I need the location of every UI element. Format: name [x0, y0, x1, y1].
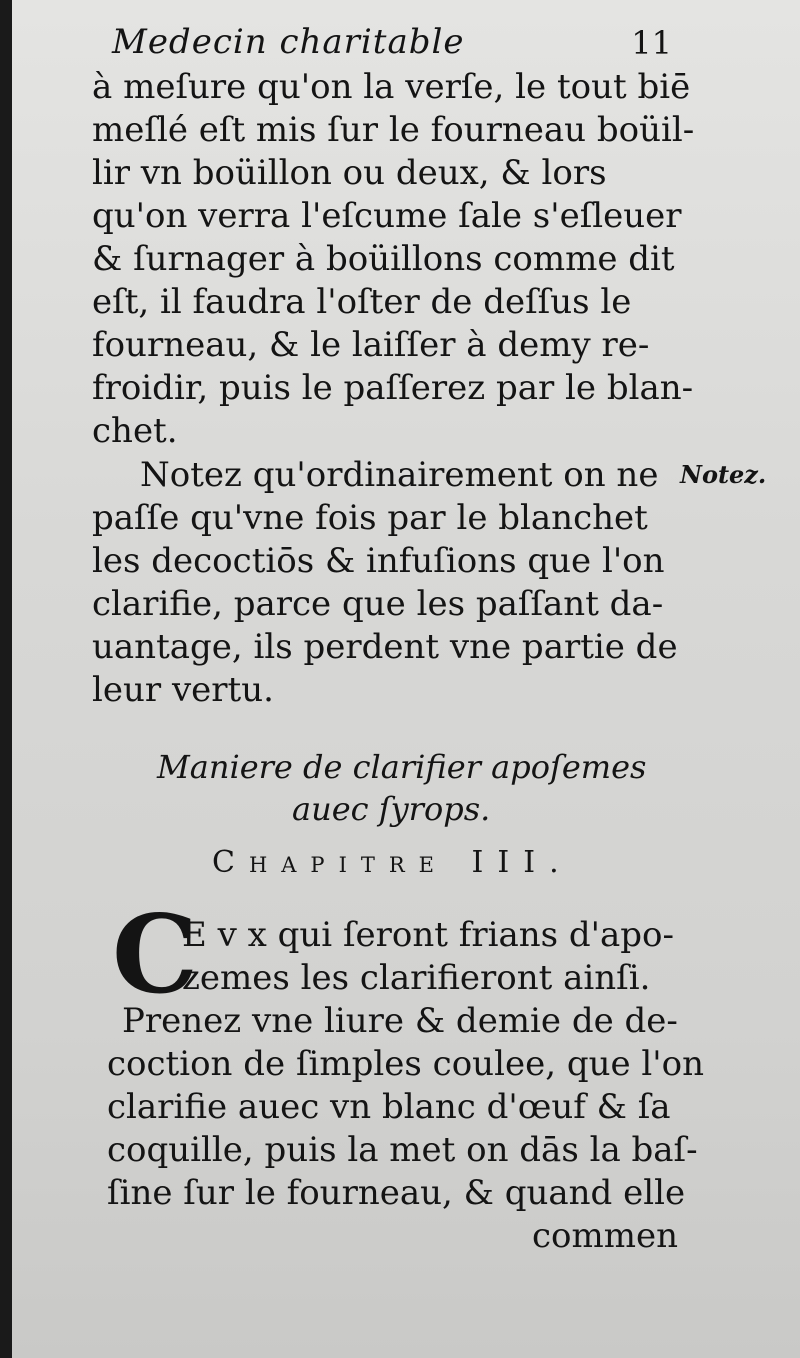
- text-line: & ſurnager à boüillons comme dit: [92, 239, 675, 279]
- text-line: E v x qui ſeront frians d'apo-: [182, 915, 675, 955]
- text-line: Notez qu'ordinairement on ne: [140, 455, 659, 495]
- text-line: zemes les clarifieront ainſi.: [182, 958, 651, 998]
- running-title: Medecin charitable: [112, 22, 465, 62]
- text-line: à meſure qu'on la verſe, le tout biē: [92, 67, 691, 107]
- text-line: qu'on verra l'eſcume ſale s'eſleuer: [92, 196, 682, 236]
- section-subheading: Maniere de clarifier apoſemes: [157, 748, 647, 786]
- text-line: ſine ſur le fourneau, & quand elle: [107, 1173, 686, 1213]
- text-line: meſlé eſt mis ſur le fourneau boüil-: [92, 110, 695, 150]
- text-line: uantage, ils perdent vne partie de: [92, 627, 678, 667]
- text-line: chet.: [92, 411, 178, 451]
- chapter-title: Chapitre III.: [212, 845, 573, 880]
- text-line: coquille, puis la met on dās la baſ-: [107, 1130, 698, 1170]
- catchword: commen: [532, 1216, 679, 1256]
- text-line: Prenez vne liure & demie de de-: [122, 1001, 678, 1041]
- text-line: eſt, il faudra l'oſter de deſſus le: [92, 282, 632, 322]
- drop-cap: C: [112, 892, 198, 1018]
- text-line: coction de ſimples coulee, que l'on: [107, 1044, 704, 1084]
- book-page: [12, 0, 800, 1358]
- text-line: clarifie, parce que les paſſant da-: [92, 584, 664, 624]
- text-line: froidir, puis le paſſerez par le blan-: [92, 368, 694, 408]
- text-line: lir vn boüillon ou deux, & lors: [92, 153, 607, 193]
- text-line: clarifie auec vn blanc d'œuf & ſa: [107, 1087, 671, 1127]
- margin-note: Notez.: [680, 460, 767, 489]
- page-header: [112, 22, 672, 72]
- section-subheading: auec ſyrops.: [292, 790, 491, 828]
- text-line: leur vertu.: [92, 670, 274, 710]
- text-line: fourneau, & le laiſſer à demy re-: [92, 325, 650, 365]
- text-line: paſſe qu'vne fois par le blanchet: [92, 498, 648, 538]
- text-line: les decoctiōs & infuſions que l'on: [92, 541, 665, 581]
- page-number: 11: [631, 24, 672, 62]
